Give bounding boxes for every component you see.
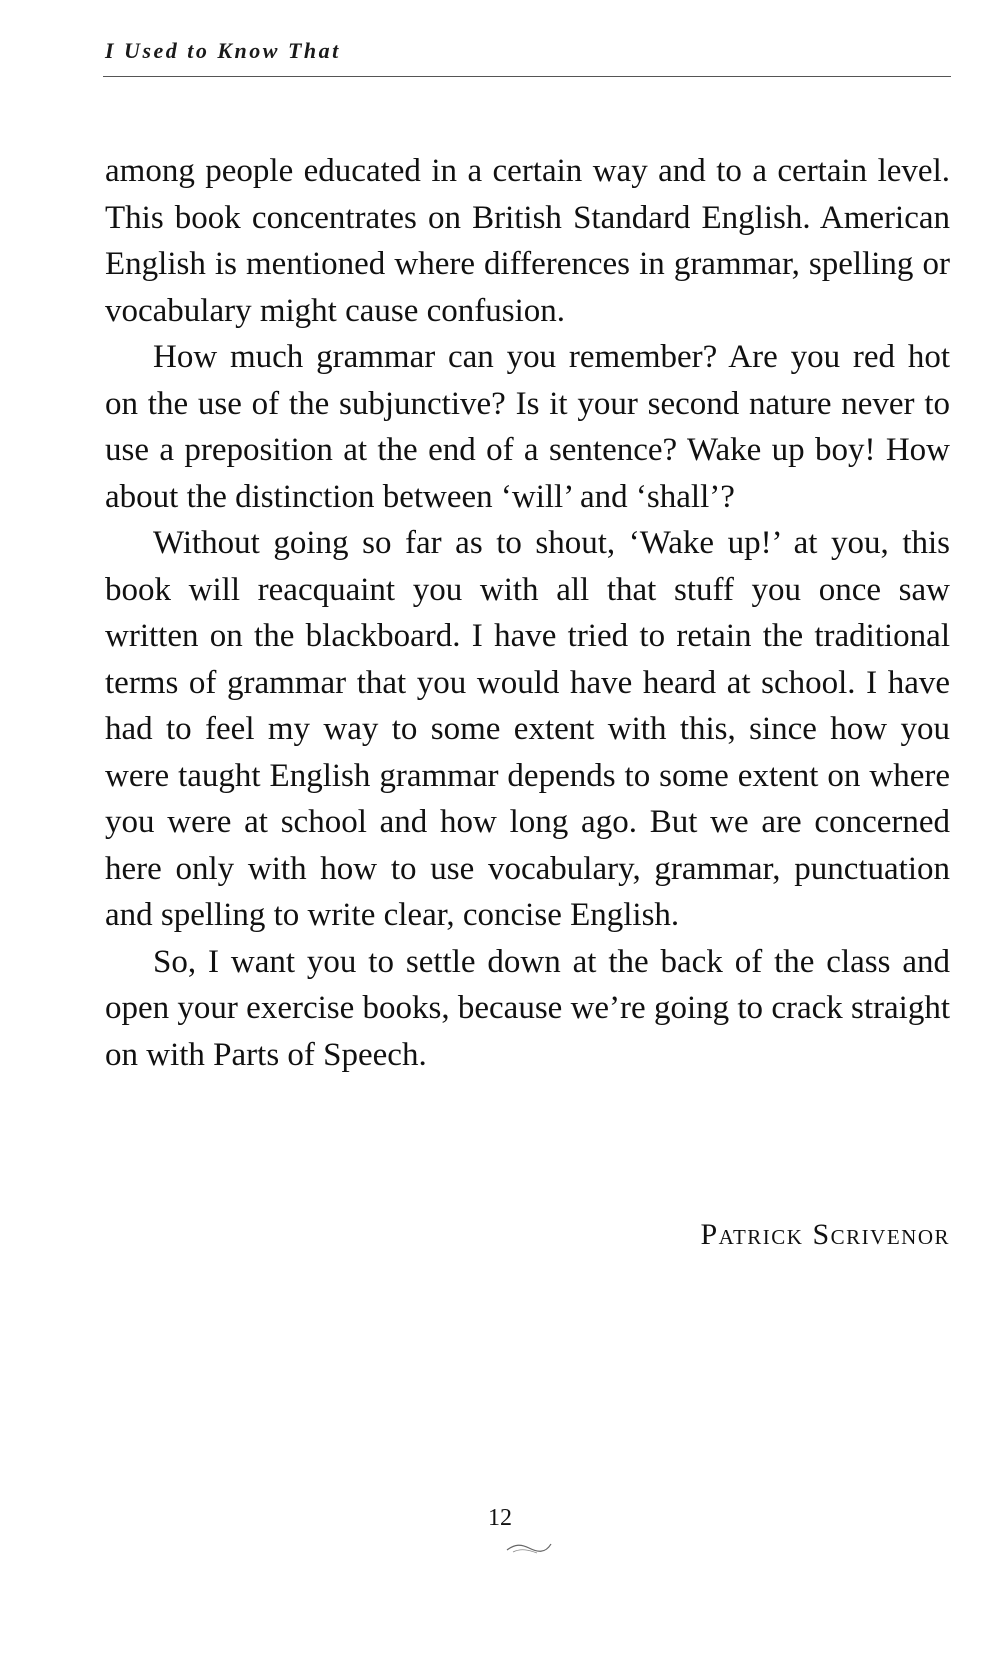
author-signature: Patrick Scrivenor	[700, 1218, 950, 1251]
running-head-title: I Used to Know That	[105, 38, 341, 63]
header-rule	[103, 76, 951, 77]
body-text	[105, 148, 950, 1078]
flourish-icon	[505, 1538, 555, 1558]
paragraph-4: So, I want you to settle down at the back of the class and open your exercise books, because we’re going to crack straight on with Parts of Speech.	[105, 943, 950, 1073]
page-number: 12	[488, 1505, 512, 1531]
paragraph-1: among people educated in a certain way and to a certain level. This book concentrates on British Standard English. American English is mentioned where differences in grammar, spelling or vocabulary might cause confusion.	[105, 153, 950, 329]
paragraph-3: Without going so far as to shout, ‘Wake up!’ at you, this book will reacquaint you with all that stuff you once saw written on the blackboard. I have tried to retain the traditional terms of grammar that you would have heard at school. I have had to feel my way to some extent with this, since how you were taught English grammar depends to some extent on where you were at school and how long ago. But we are concerned here only with how to use vocabulary, grammar, punctuation and spelling to write clear, concise English.	[105, 525, 950, 933]
paragraph-2: How much grammar can you remember? Are you red hot on the use of the subjunctive? Is it your second nature never to use a preposition at the end of a sentence? Wake up boy! How about the distinction between ‘will’ and ‘shall’?	[105, 339, 950, 515]
